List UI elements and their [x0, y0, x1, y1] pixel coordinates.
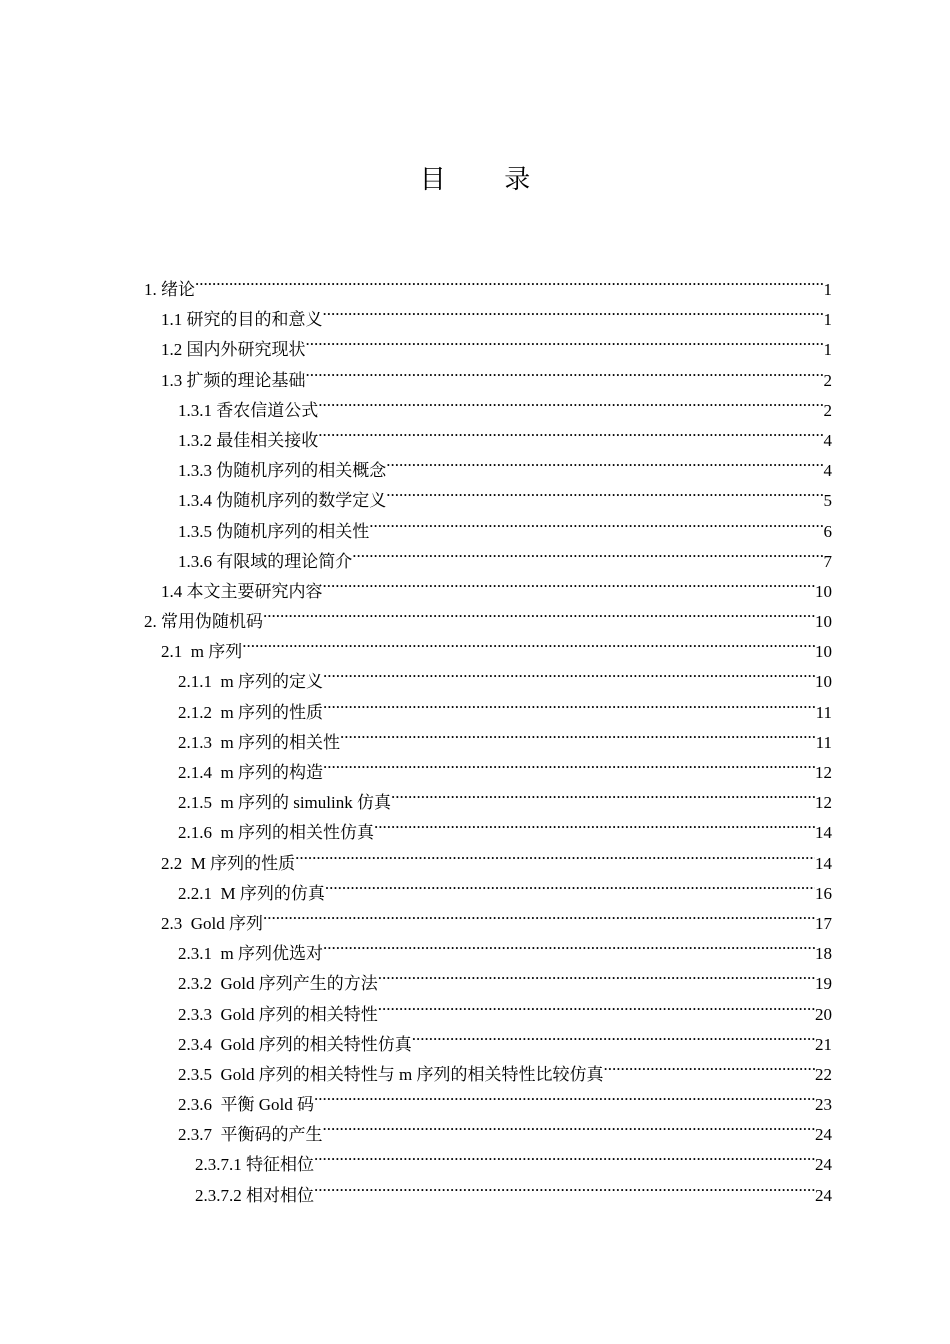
toc-entry-label: 2.3.1 m 序列优选对: [178, 944, 323, 964]
toc-entry-label: 2.3.2 Gold 序列产生的方法: [178, 974, 378, 994]
toc-entry-page-number: 1: [824, 275, 833, 305]
toc-entry-label: 1.3 扩频的理论基础: [161, 370, 306, 390]
toc-dot-leader: [323, 657, 815, 687]
toc-dot-leader: [195, 265, 824, 295]
toc-entry-page-number: 14: [815, 818, 832, 848]
toc-dot-leader: [323, 748, 815, 778]
toc-entry-page-number: 6: [824, 517, 833, 547]
toc-entry-label: 2.2 M 序列的性质: [161, 853, 296, 873]
toc-entry-page-number: 21: [815, 1030, 832, 1060]
toc-entry-label: 2.1.6 m 序列的相关性仿真: [178, 823, 374, 843]
toc-entry-label: 2. 常用伪随机码: [144, 612, 263, 632]
toc-entry-label: 1.1 研究的目的和意义: [161, 310, 323, 330]
toc-entry[interactable]: [0, 476, 950, 511]
toc-dot-leader: [323, 295, 824, 325]
toc-entry-page-number: 17: [815, 909, 832, 939]
toc-entry-label: 1.3.6 有限域的理论简介: [178, 551, 353, 571]
toc-entry[interactable]: [0, 929, 950, 964]
toc-entry[interactable]: [0, 688, 950, 722]
toc-entry[interactable]: [0, 567, 950, 601]
toc-entry-label: 2.1 m 序列: [161, 642, 243, 662]
toc-dot-leader: [306, 325, 824, 355]
toc-entry-page-number: 1: [824, 335, 833, 365]
toc-entry-page-number: 10: [815, 607, 832, 637]
toc-entry[interactable]: [0, 869, 950, 903]
toc-entry-label: 2.3 Gold 序列: [161, 913, 263, 933]
toc-entry-page-number: 10: [815, 667, 832, 697]
toc-entry-label: 2.3.3 Gold 序列的相关特性: [178, 1004, 378, 1024]
toc-entry-page-number: 11: [816, 698, 832, 728]
toc-entry[interactable]: [0, 386, 950, 420]
toc-entry[interactable]: [0, 959, 950, 994]
toc-dot-leader: [325, 869, 815, 899]
toc-entry-page-number: 18: [815, 939, 832, 969]
toc-entry[interactable]: [0, 1080, 950, 1115]
toc-entry[interactable]: [0, 356, 950, 390]
toc-entry-page-number: 14: [815, 849, 832, 879]
toc-entry-label: 2.3.7.1 特征相位: [195, 1155, 314, 1175]
toc-entry-page-number: 1: [824, 305, 833, 335]
toc-dot-leader: [323, 567, 816, 597]
toc-entry-label: 2.1.2 m 序列的性质: [178, 702, 323, 722]
toc-entry[interactable]: [0, 899, 950, 933]
toc-entry[interactable]: [0, 537, 950, 571]
toc-entry-label: 1.2 国内外研究现状: [161, 340, 306, 360]
toc-entry-page-number: 2: [824, 366, 833, 396]
toc-entry[interactable]: [0, 416, 950, 450]
toc-dot-leader: [318, 416, 823, 446]
toc-dot-leader: [323, 1110, 816, 1140]
toc-entry[interactable]: [0, 446, 950, 481]
toc-entry[interactable]: [0, 990, 950, 1024]
toc-entry-label: 2.1.1 m 序列的定义: [178, 672, 323, 692]
toc-dot-leader: [323, 688, 816, 718]
toc-entry-label: 2.3.4 Gold 序列的相关特性仿真: [178, 1034, 412, 1054]
toc-entry[interactable]: [0, 265, 950, 299]
toc-entry-label: 2.3.6 平衡 Gold 码: [178, 1095, 314, 1115]
toc-entry-page-number: 7: [824, 547, 833, 577]
page-title: 目 录: [419, 165, 557, 194]
toc-entry[interactable]: [0, 1110, 950, 1145]
toc-entry-label: 2.3.7.2 相对相位: [195, 1185, 314, 1205]
toc-entry-label: 2.3.5 Gold 序列的相关特性与 m 序列的相关特性比较仿真: [178, 1064, 604, 1084]
toc-entry-label: 2.1.4 m 序列的构造: [178, 763, 323, 782]
toc-dot-leader: [263, 899, 815, 929]
toc-entry[interactable]: [0, 627, 950, 662]
toc-dot-leader: [263, 597, 815, 627]
toc-dot-leader: [369, 507, 823, 537]
toc-entry-label: 2.1.3 m 序列的相关性: [178, 732, 340, 752]
toc-entry-label: 1.3.4 伪随机序列的数学定义: [178, 491, 387, 511]
toc-dot-leader: [340, 718, 816, 748]
toc-dot-leader: [314, 1140, 815, 1170]
toc-entry-label: 1.3.3 伪随机序列的相关概念: [178, 461, 387, 481]
toc-entry[interactable]: [0, 507, 950, 541]
toc-entry[interactable]: [0, 718, 950, 752]
toc-entry-page-number: 16: [815, 879, 832, 909]
toc-entry-page-number: 23: [815, 1090, 832, 1120]
toc-dot-leader: [318, 386, 823, 416]
toc-entry-label: 2.3.7 平衡码的产生: [178, 1125, 323, 1145]
toc-entry-page-number: 20: [815, 1000, 832, 1030]
toc-dot-leader: [378, 959, 815, 989]
toc-entry[interactable]: [0, 808, 950, 843]
toc-dot-leader: [295, 839, 815, 869]
toc-entry-page-number: 24: [815, 1150, 832, 1180]
toc-entry[interactable]: [0, 778, 950, 813]
toc-entry-label: 1.3.1 香农信道公式: [178, 400, 319, 420]
toc-entry-page-number: 12: [815, 758, 832, 788]
toc-entry[interactable]: [0, 1171, 950, 1205]
toc-entry-label: 1. 绪论: [144, 280, 195, 299]
toc-entry-label: 2.2.1 M 序列的仿真: [178, 883, 325, 903]
toc-entry-label: 1.3.5 伪随机序列的相关性: [178, 521, 370, 541]
toc-entry[interactable]: [0, 748, 950, 782]
toc-entry[interactable]: [0, 1050, 950, 1084]
toc-dot-leader: [323, 929, 815, 959]
toc-entry-page-number: 24: [815, 1181, 832, 1211]
toc-dot-leader: [386, 446, 823, 476]
toc-entry[interactable]: [0, 839, 950, 873]
toc-entry-page-number: 11: [816, 728, 832, 758]
toc-entry-page-number: 5: [824, 486, 833, 516]
toc-entry[interactable]: [0, 325, 950, 360]
toc-dot-leader: [603, 1050, 815, 1080]
toc-entry[interactable]: [0, 1020, 950, 1054]
toc-entry-label: 1.4 本文主要研究内容: [161, 581, 323, 601]
toc-entry-page-number: 22: [815, 1060, 832, 1090]
toc-entry[interactable]: [0, 657, 950, 692]
toc-dot-leader: [374, 808, 815, 838]
toc-entry-page-number: 2: [824, 396, 833, 426]
toc-dot-leader: [386, 476, 823, 506]
toc-dot-leader: [314, 1080, 815, 1110]
toc-dot-leader: [378, 990, 815, 1020]
toc-dot-leader: [314, 1171, 815, 1201]
toc-dot-leader: [306, 356, 824, 386]
toc-entry-label: 2.1.5 m 序列的 simulink 仿真: [178, 793, 391, 813]
toc-entry[interactable]: [0, 1140, 950, 1175]
toc-dot-leader: [412, 1020, 815, 1050]
toc-entry-page-number: 19: [815, 969, 832, 999]
toc-entry-page-number: 4: [824, 456, 833, 486]
toc-dot-leader: [352, 537, 823, 567]
toc-entry[interactable]: [0, 295, 950, 330]
toc-entry[interactable]: [0, 597, 950, 632]
toc-entry-page-number: 4: [824, 426, 833, 456]
toc-dot-leader: [391, 778, 815, 808]
table-of-contents: [0, 265, 950, 1205]
toc-entry-page-number: 10: [815, 577, 832, 607]
toc-entry-page-number: 10: [815, 637, 832, 667]
toc-dot-leader: [242, 627, 815, 657]
toc-entry-label: 1.3.2 最佳相关接收: [178, 430, 319, 450]
toc-entry-page-number: 24: [815, 1120, 832, 1150]
toc-entry-page-number: 12: [815, 788, 832, 818]
